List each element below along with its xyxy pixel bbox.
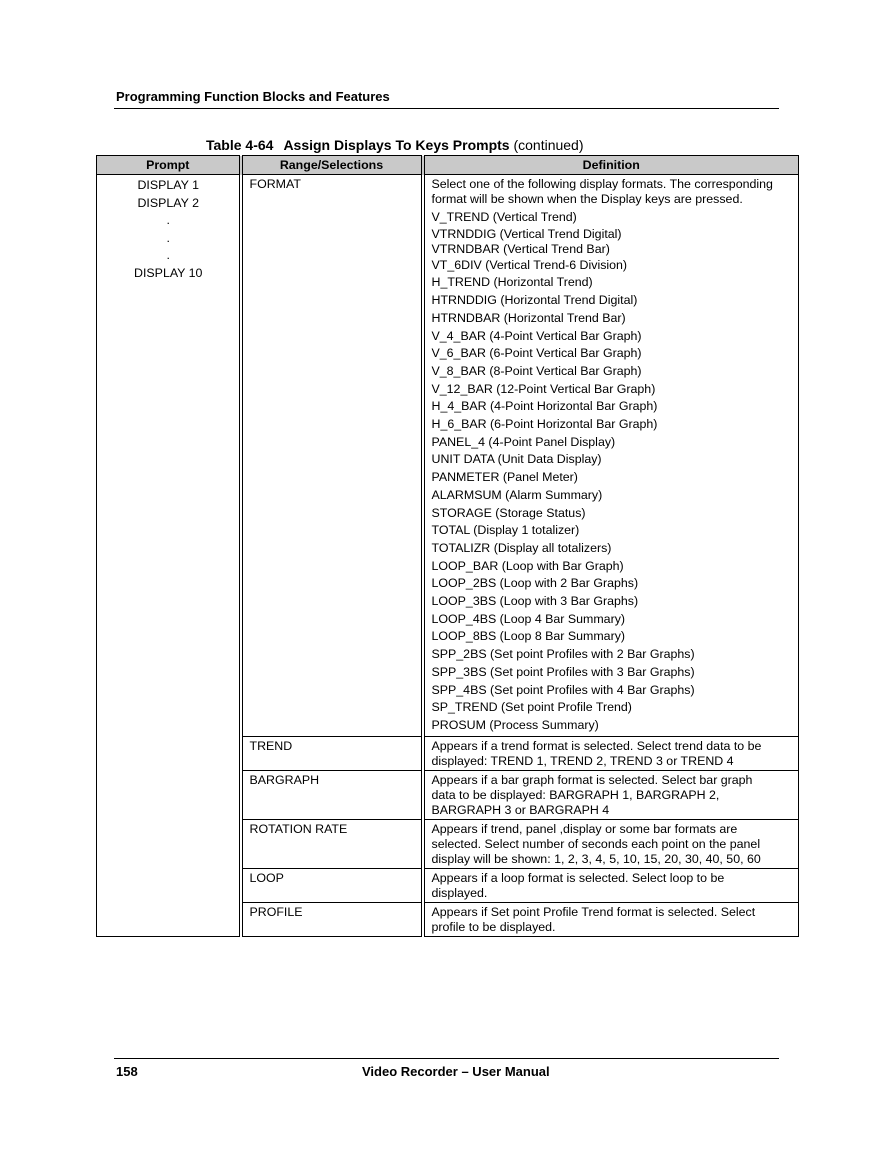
format-option: SPP_4BS (Set point Profiles with 4 Bar Graphs) <box>431 682 695 697</box>
format-option: HTRNDDIG (Horizontal Trend Digital) <box>431 293 638 308</box>
table-number: Table 4-64 <box>206 137 274 153</box>
format-option: LOOP_8BS (Loop 8 Bar Summary) <box>431 629 626 644</box>
format-option: TOTAL (Display 1 totalizer) <box>431 523 580 538</box>
range-cell: ROTATION RATE <box>241 819 423 868</box>
format-option: V_8_BAR (8-Point Vertical Bar Graph) <box>431 363 642 378</box>
format-option: PANMETER (Panel Meter) <box>431 470 578 485</box>
range-cell: BARGRAPH <box>241 770 423 819</box>
format-option: VTRNDDIG (Vertical Trend Digital) <box>431 226 622 241</box>
format-option: UNIT DATA (Unit Data Display) <box>431 452 602 467</box>
definition-cell <box>423 770 799 819</box>
format-option: V_4_BAR (4-Point Vertical Bar Graph) <box>431 328 642 343</box>
definition-line: displayed. <box>431 885 488 900</box>
format-option: SPP_2BS (Set point Profiles with 2 Bar Graphs) <box>431 647 695 662</box>
format-option: ALARMSUM (Alarm Summary) <box>431 487 603 502</box>
definition-line: Appears if a bar graph format is selected. Select bar graph <box>431 772 753 787</box>
range-cell: LOOP <box>241 868 423 902</box>
manual-title: Video Recorder – User Manual <box>362 1064 550 1079</box>
format-option: SPP_3BS (Set point Profiles with 3 Bar Graphs) <box>431 664 695 679</box>
definition-line: Appears if a trend format is selected. Select trend data to be <box>431 738 762 753</box>
table-row-format <box>97 175 799 737</box>
format-option: H_4_BAR (4-Point Horizontal Bar Graph) <box>431 399 658 414</box>
definition-line: Appears if a loop format is selected. Select loop to be <box>431 870 725 885</box>
prompts-table <box>96 155 799 937</box>
prompt-cell <box>97 175 241 937</box>
prompt-line: DISPLAY 2 <box>137 195 200 210</box>
format-option: VTRNDBAR (Vertical Trend Bar) <box>431 241 610 256</box>
definition-line: data to be displayed: BARGRAPH 1, BARGRAPH 2, <box>431 787 720 802</box>
format-option: HTRNDBAR (Horizontal Trend Bar) <box>431 310 626 325</box>
format-option: V_TREND (Vertical Trend) <box>431 210 577 224</box>
column-header-definition: Definition <box>423 156 799 175</box>
table-caption <box>206 137 584 153</box>
page-number: 158 <box>116 1064 138 1079</box>
definition-cell <box>423 736 799 770</box>
table-title: Assign Displays To Keys Prompts <box>283 137 510 153</box>
definition-line: Appears if Set point Profile Trend format is selected. Select <box>431 904 756 919</box>
column-header-range: Range/Selections <box>241 156 423 175</box>
definition-cell <box>423 902 799 936</box>
format-option: STORAGE (Storage Status) <box>431 505 586 520</box>
definition-line: displayed: TREND 1, TREND 2, TREND 3 or TREND 4 <box>431 753 734 768</box>
definition-cell <box>423 175 799 737</box>
format-option: TOTALIZR (Display all totalizers) <box>431 540 612 555</box>
section-title: Programming Function Blocks and Features <box>116 89 390 104</box>
definition-line: selected. Select number of seconds each point on the panel <box>431 836 761 851</box>
definition-line: BARGRAPH 3 or BARGRAPH 4 <box>431 802 610 817</box>
format-option: PROSUM (Process Summary) <box>431 717 599 732</box>
prompt-line: DISPLAY 10 <box>134 265 203 280</box>
footer-rule <box>114 1058 779 1059</box>
format-option: PANEL_4 (4-Point Panel Display) <box>431 434 616 449</box>
column-header-prompt: Prompt <box>97 156 241 175</box>
prompt-ellipsis: . <box>166 248 170 262</box>
prompt-line: DISPLAY 1 <box>137 178 200 192</box>
definition-line: profile to be displayed. <box>431 919 556 934</box>
range-cell: FORMAT <box>241 175 423 737</box>
definition-line: display will be shown: 1, 2, 3, 4, 5, 10, 15, 20, 30, 40, 50, 60 <box>431 851 761 866</box>
format-option: H_6_BAR (6-Point Horizontal Bar Graph) <box>431 417 658 432</box>
definition-line: Appears if trend, panel ,display or some bar formats are <box>431 821 738 836</box>
table-header-row <box>97 156 799 175</box>
format-option: V_12_BAR (12-Point Vertical Bar Graph) <box>431 381 656 396</box>
format-option: H_TREND (Horizontal Trend) <box>431 275 593 290</box>
format-option: LOOP_BAR (Loop with Bar Graph) <box>431 558 624 573</box>
format-option: LOOP_3BS (Loop with 3 Bar Graphs) <box>431 594 639 609</box>
header-rule <box>114 108 779 109</box>
format-option: LOOP_2BS (Loop with 2 Bar Graphs) <box>431 576 639 591</box>
table-caption-suffix: (continued) <box>513 137 584 153</box>
format-option: LOOP_4BS (Loop 4 Bar Summary) <box>431 611 626 626</box>
definition-cell <box>423 868 799 902</box>
prompt-ellipsis: . <box>166 230 170 245</box>
format-option: SP_TREND (Set point Profile Trend) <box>431 700 632 715</box>
format-option: V_6_BAR (6-Point Vertical Bar Graph) <box>431 346 642 361</box>
range-cell: PROFILE <box>241 902 423 936</box>
range-cell: TREND <box>241 736 423 770</box>
prompt-ellipsis: . <box>166 213 170 227</box>
format-intro: Select one of the following display formats. The corresponding format will be shown when the Display keys are pressed. <box>431 177 773 206</box>
format-option: VT_6DIV (Vertical Trend-6 Division) <box>431 257 628 272</box>
definition-cell <box>423 819 799 868</box>
